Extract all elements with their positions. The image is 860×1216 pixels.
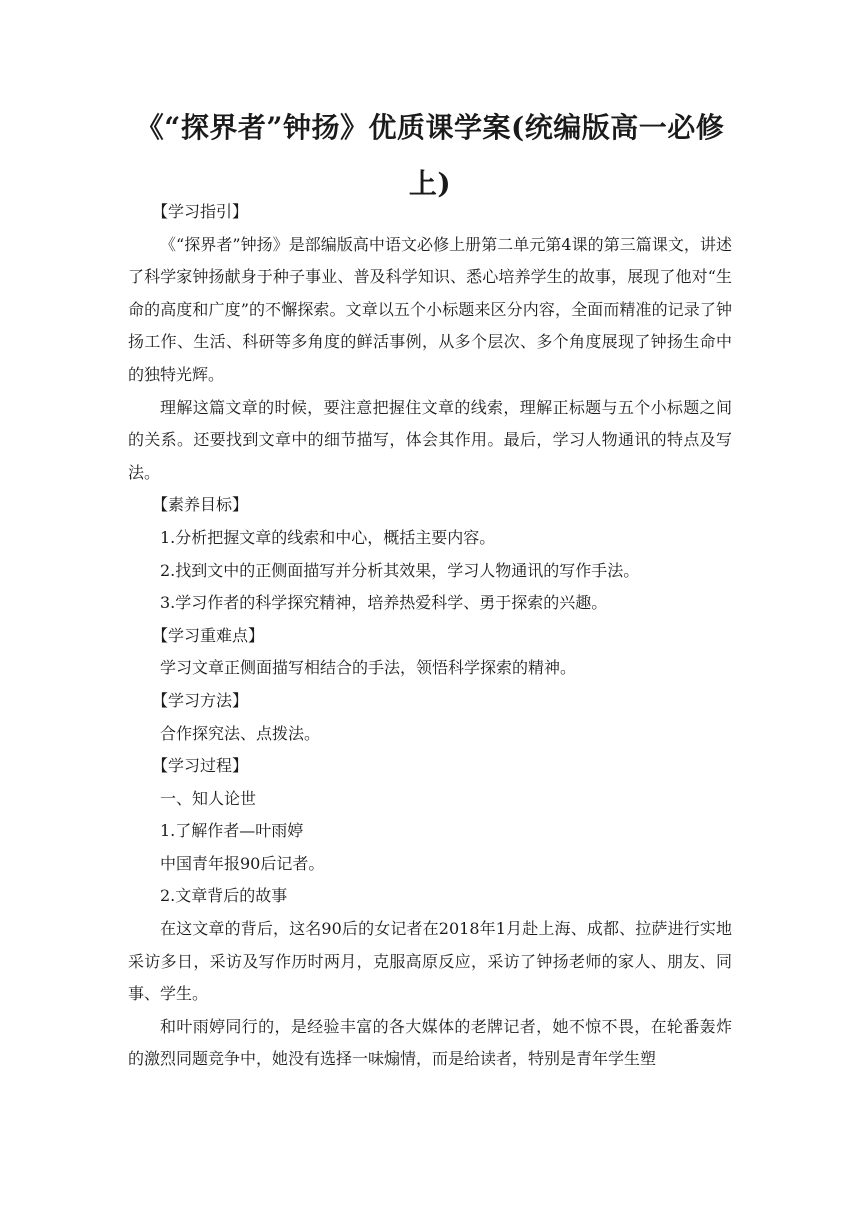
subheading: 1.了解作者—叶雨婷 (160, 821, 304, 841)
list-item: 3.学习作者的科学探究精神，培养热爱科学、勇于探索的兴趣。 (160, 593, 608, 613)
section-heading: 【学习指引】 (152, 202, 249, 221)
paragraph: 学习文章正侧面描写相结合的手法，领悟科学探索的精神。 (160, 658, 577, 678)
paragraph: 理解这篇文章的时候，要注意把握住文章的线索，理解正标题与五个小标题之间的关系。还要找到文章中的细节描写，体会其作用。最后，学习人物通讯的特点及写法。 (128, 397, 732, 482)
section-heading: 【学习方法】 (152, 690, 249, 710)
list-item: 1.分析把握文章的线索和中心，概括主要内容。 (160, 527, 496, 547)
paragraph: 和叶雨婷同行的，是经验丰富的各大媒体的老牌记者，她不惊不畏，在轮番轰炸的激烈同题竞争中，她没有选择一味煽情，而是给读者，特别是青年学生塑 (128, 1016, 732, 1069)
paragraph: 合作探究法、点拨法。 (160, 723, 321, 743)
section-heading: 【学习过程】 (152, 756, 249, 776)
subheading: 2.文章背后的故事 (160, 886, 288, 906)
document-title: 《“探界者”钟扬》优质课学案(统编版高一必修上) (135, 111, 725, 200)
section-heading: 【学习重难点】 (152, 625, 265, 645)
paragraph: 《“探界者”钟扬》是部编版高中语文必修上册第二单元第4课的第三篇课文，讲述了科学家钟扬献身于种子事业、普及科学知识、悉心培养学生的故事，展现了他对“生命的高度和广度”的不懈探索。文章以五个小标题来区分内容，全面而精准的记录了钟扬工作、生活、科研等多角度的鲜活事例，从多个层次、多个角度展现了钟扬生命中的独特光辉。 (128, 234, 732, 384)
paragraph: 在这文章的背后，这名90后的女记者在2018年1月赴上海、成都、拉萨进行实地采访多日，采访及写作历时两月，克服高原反应，采访了钟扬老师的家人、朋友、同事、学生。 (128, 919, 732, 1004)
section-heading: 【素养目标】 (152, 495, 249, 515)
document-body (128, 196, 732, 1076)
subheading: 一、知人论世 (160, 788, 257, 808)
list-item: 2.找到文中的正侧面描写并分析其效果，学习人物通讯的写作手法。 (160, 560, 640, 580)
paragraph: 中国青年报90后记者。 (160, 853, 325, 873)
